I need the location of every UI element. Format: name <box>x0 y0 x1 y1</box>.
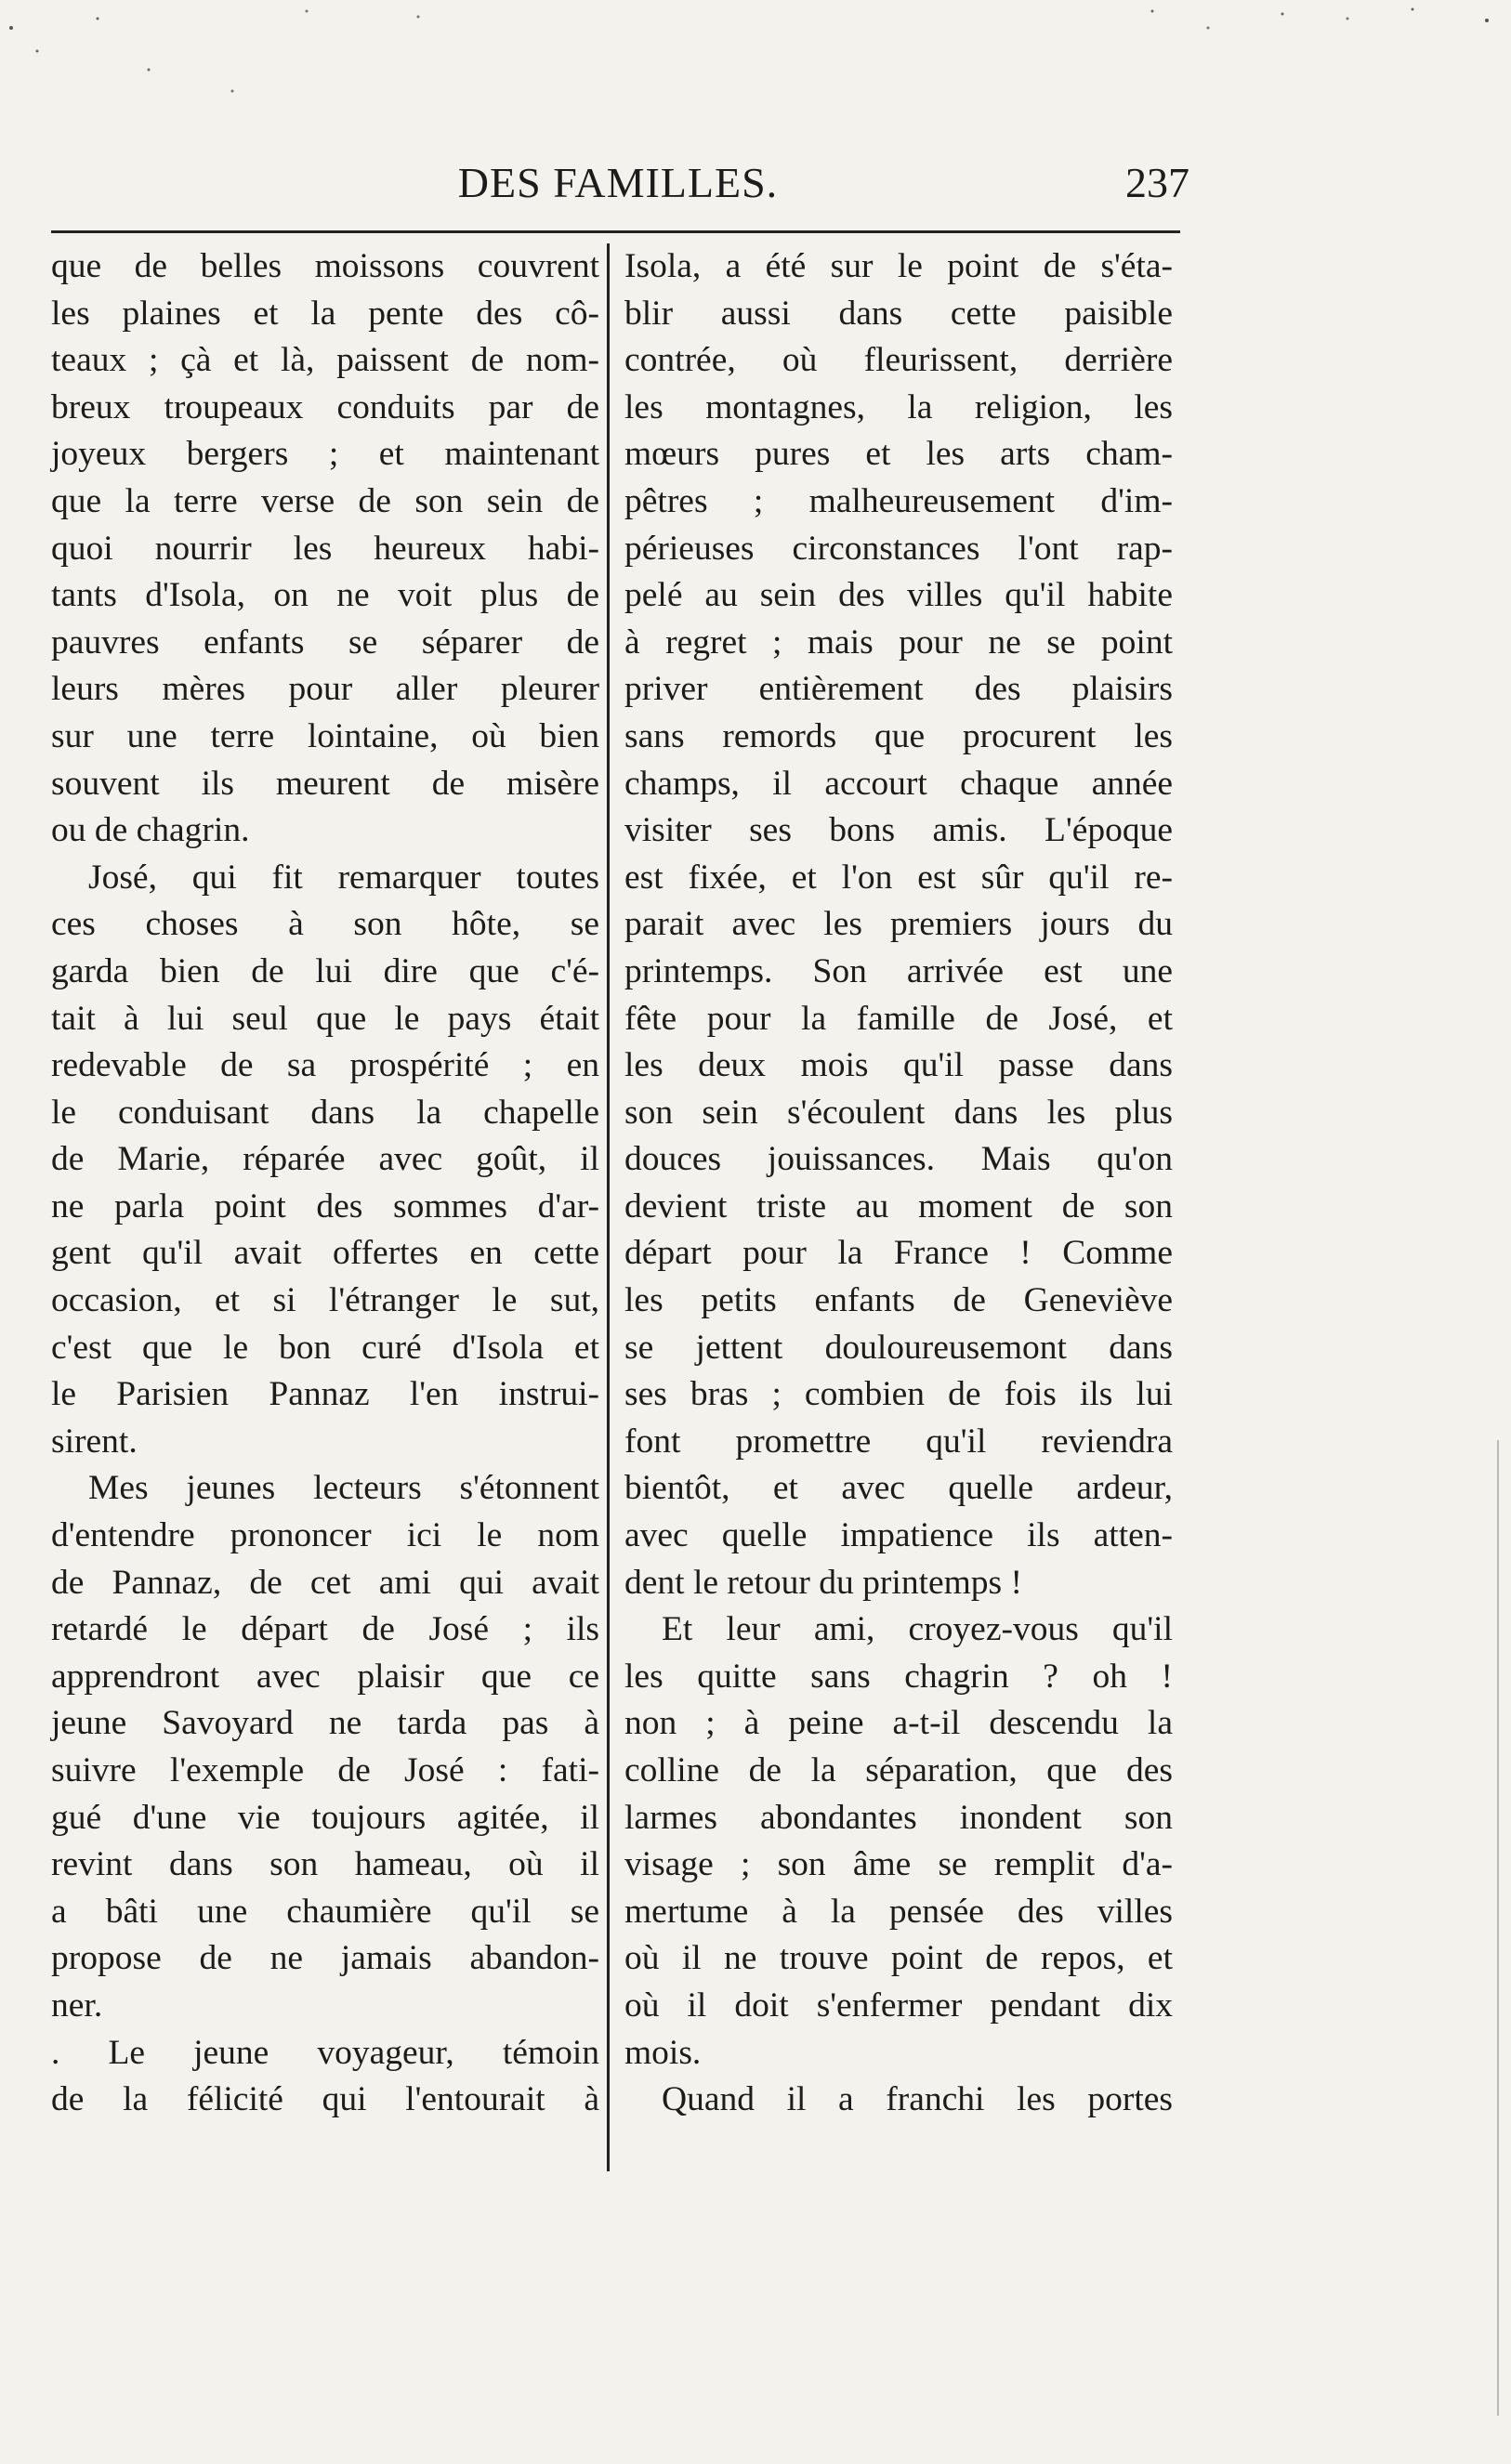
text-line: les plaines et la pente des cô- <box>51 294 599 333</box>
text-line: se jettent douloureusemont dans <box>624 1328 1173 1367</box>
text-line: où il ne trouve point de repos, et <box>624 1939 1173 1978</box>
text-line: les montagnes, la religion, les <box>624 387 1173 426</box>
text-line: a bâti une chaumière qu'il se <box>51 1892 599 1931</box>
text-line: gué d'une vie toujours agitée, il <box>51 1798 599 1837</box>
text-line: pelé au sein des villes qu'il habite <box>624 576 1173 615</box>
text-line: propose de ne jamais abandon- <box>51 1939 599 1978</box>
text-line: visiter ses bons amis. L'époque <box>624 811 1173 850</box>
text-line: José, qui fit remarquer toutes <box>88 858 599 897</box>
text-line: non ; à peine a-t-il descendu la <box>624 1704 1173 1743</box>
text-line: mertume à la pensée des villes <box>624 1892 1173 1931</box>
page-number: 237 <box>1125 159 1189 206</box>
text-line: est fixée, et l'on est sûr qu'il re- <box>624 858 1173 897</box>
text-line: pêtres ; malheureusement d'im- <box>624 481 1173 520</box>
text-line: départ pour la France ! Comme <box>624 1234 1173 1273</box>
text-line: joyeux bergers ; et maintenant <box>51 435 599 474</box>
text-line: dent le retour du printemps ! <box>624 1563 1023 1602</box>
page-header <box>46 158 1189 223</box>
text-line: les petits enfants de Geneviève <box>624 1281 1173 1320</box>
text-line: larmes abondantes inondent son <box>624 1798 1173 1837</box>
text-line: Isola, a été sur le point de s'éta- <box>624 247 1173 285</box>
left-column <box>51 243 599 2124</box>
running-title: DES FAMILLES. <box>457 159 779 206</box>
text-line: périeuses circonstances l'ont rap- <box>624 529 1173 568</box>
text-line: ner. <box>51 1986 103 2025</box>
header-rule <box>51 230 1180 233</box>
text-line: que la terre verse de son sein de <box>51 481 599 520</box>
text-line: parait avec les premiers jours du <box>624 905 1173 944</box>
text-line: contrée, où fleurissent, derrière <box>624 341 1173 380</box>
text-line: occasion, et si l'étranger le sut, <box>51 1281 599 1320</box>
text-line: souvent ils meurent de misère <box>51 764 599 803</box>
text-line: visage ; son âme se remplit d'a- <box>624 1845 1173 1884</box>
text-line: le conduisant dans la chapelle <box>51 1093 599 1132</box>
text-line: sirent. <box>51 1422 138 1461</box>
text-line: garda bien de lui dire que c'é- <box>51 951 599 990</box>
text-line: champs, il accourt chaque année <box>624 764 1173 803</box>
text-line: breux troupeaux conduits par de <box>51 387 599 426</box>
right-column <box>624 243 1173 2124</box>
text-line: devient triste au moment de son <box>624 1186 1173 1225</box>
text-line: pauvres enfants se séparer de <box>51 623 599 662</box>
text-line: de Pannaz, de cet ami qui avait <box>51 1563 599 1602</box>
text-line: tants d'Isola, on ne voit plus de <box>51 576 599 615</box>
text-line: . Le jeune voyageur, témoin <box>51 2033 599 2072</box>
text-line: à regret ; mais pour ne se point <box>624 623 1173 662</box>
text-line: Quand il a franchi les portes <box>662 2080 1173 2119</box>
text-line: où il doit s'enfermer pendant dix <box>624 1986 1173 2025</box>
text-line: Mes jeunes lecteurs s'étonnent <box>88 1469 599 1508</box>
text-line: redevable de sa prospérité ; en <box>51 1046 599 1085</box>
text-line: font promettre qu'il reviendra <box>624 1422 1173 1461</box>
text-line: douces jouissances. Mais qu'on <box>624 1140 1173 1179</box>
text-line: suivre l'exemple de José : fati- <box>51 1751 599 1789</box>
text-line: mois. <box>624 2033 702 2072</box>
text-line: gent qu'il avait offertes en cette <box>51 1234 599 1273</box>
text-line: ne parla point des sommes d'ar- <box>51 1186 599 1225</box>
text-line: bientôt, et avec quelle ardeur, <box>624 1469 1173 1508</box>
text-line: sur une terre lointaine, où bien <box>51 716 599 755</box>
text-line: de Marie, réparée avec goût, il <box>51 1140 599 1179</box>
text-line: teaux ; çà et là, paissent de nom- <box>51 341 599 380</box>
text-line: son sein s'écoulent dans les plus <box>624 1093 1173 1132</box>
text-line: retardé le départ de José ; ils <box>51 1610 599 1649</box>
text-line: c'est que le bon curé d'Isola et <box>51 1328 599 1367</box>
text-line: fête pour la famille de José, et <box>624 999 1173 1038</box>
column-divider <box>607 243 610 2171</box>
text-line: les deux mois qu'il passe dans <box>624 1046 1173 1085</box>
text-line: leurs mères pour aller pleurer <box>51 670 599 709</box>
text-line: ses bras ; combien de fois ils lui <box>624 1375 1173 1414</box>
text-line: priver entièrement des plaisirs <box>624 670 1173 709</box>
text-line: jeune Savoyard ne tarda pas à <box>51 1704 599 1743</box>
text-line: de la félicité qui l'entourait à <box>51 2080 599 2119</box>
text-line: mœurs pures et les arts cham- <box>624 435 1173 474</box>
text-line: avec quelle impatience ils atten- <box>624 1516 1173 1555</box>
text-line: printemps. Son arrivée est une <box>624 951 1173 990</box>
text-line: blir aussi dans cette paisible <box>624 294 1173 333</box>
text-line: ces choses à son hôte, se <box>51 905 599 944</box>
text-line: les quitte sans chagrin ? oh ! <box>624 1657 1173 1696</box>
text-line: sans remords que procurent les <box>624 716 1173 755</box>
text-line: apprendront avec plaisir que ce <box>51 1657 599 1696</box>
text-line: ou de chagrin. <box>51 811 250 850</box>
text-line: colline de la séparation, que des <box>624 1751 1173 1789</box>
text-line: d'entendre prononcer ici le nom <box>51 1516 599 1555</box>
text-line: Et leur ami, croyez-vous qu'il <box>662 1610 1173 1649</box>
text-line: tait à lui seul que le pays était <box>51 999 599 1038</box>
text-line: quoi nourrir les heureux habi- <box>51 529 599 568</box>
text-line: revint dans son hameau, où il <box>51 1845 599 1884</box>
text-line: que de belles moissons couvrent <box>51 247 599 285</box>
text-line: le Parisien Pannaz l'en instrui- <box>51 1375 599 1414</box>
